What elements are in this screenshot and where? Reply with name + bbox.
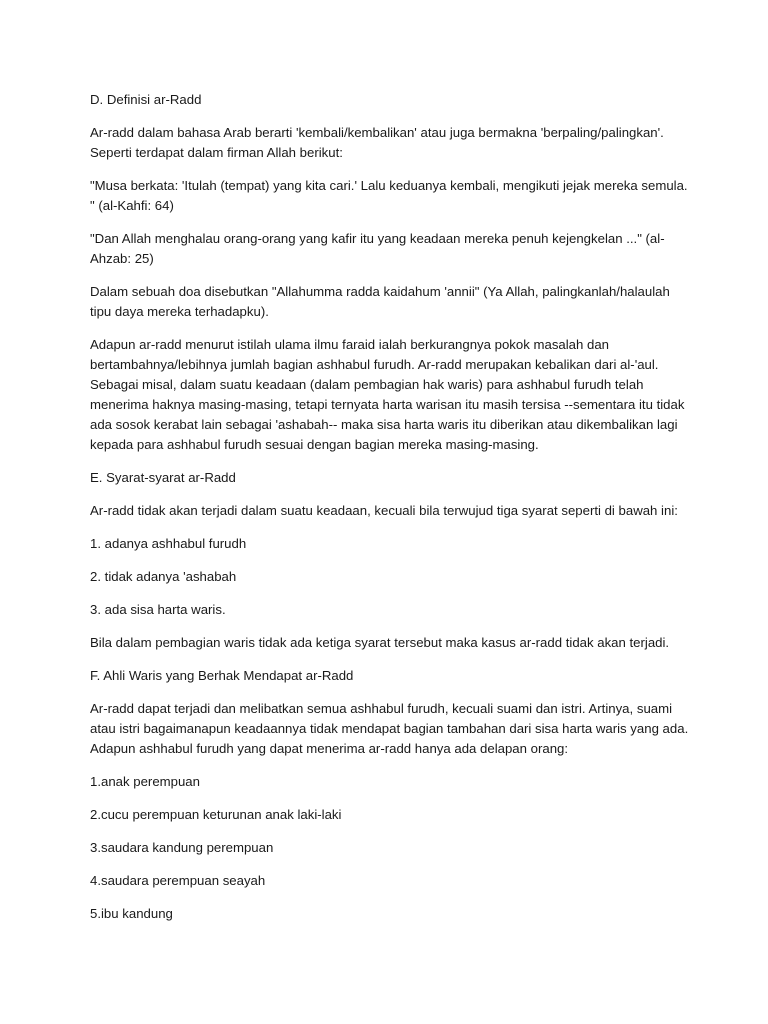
list-item: 3. ada sisa harta waris. xyxy=(90,602,226,617)
list-item: 2.cucu perempuan keturunan anak laki-laki xyxy=(90,807,342,822)
list-item: 3.saudara kandung perempuan xyxy=(90,840,274,855)
list-item: 4.saudara perempuan seayah xyxy=(90,873,266,888)
list-item: 5.ibu kandung xyxy=(90,906,173,921)
section-heading-f: F. Ahli Waris yang Berhak Mendapat ar-Radd xyxy=(90,668,354,683)
paragraph-syarat-conclusion: Bila dalam pembagian waris tidak ada ketiga syarat tersebut maka kasus ar-radd tidak akan terjadi. xyxy=(90,635,670,650)
section-heading-d: D. Definisi ar-Radd xyxy=(90,92,202,107)
quote-al-kahfi: "Musa berkata: 'Itulah (tempat) yang kita cari.' Lalu keduanya kembali, mengikuti jejak mereka semula. " (al-Kahfi: 64) xyxy=(90,178,688,213)
paragraph-ahli-waris: Ar-radd dapat terjadi dan melibatkan semua ashhabul furudh, kecuali suami dan istri. Artinya, suami atau istri bagaimanapun keadaannya tidak mendapat bagian tambahan dari sisa harta waris yang ada. Adapun ashhabul furudh yang dapat menerima ar-radd hanya ada delapan orang: xyxy=(90,701,689,756)
list-item: 1. adanya ashhabul furudh xyxy=(90,536,247,551)
list-item: 1.anak perempuan xyxy=(90,774,200,789)
paragraph-istilah: Adapun ar-radd menurut istilah ulama ilmu faraid ialah berkurangnya pokok masalah dan bertambahnya/lebihnya jumlah bagian ashhabul furudh. Ar-radd merupakan kebalikan dari al-'aul. Sebagai misal, dalam suatu keadaan (dalam pembagian hak waris) para ashhabul furudh telah menerima haknya masing-masing, tetapi ternyata harta warisan itu masih tersisa --sementara itu tidak ada sosok kerabat lain sebagai 'ashabah-- maka sisa harta waris itu diberikan atau dikembalikan lagi kepada para ashhabul furudh sesuai dengan bagian mereka masing-masing. xyxy=(90,337,685,452)
paragraph-definition: Ar-radd dalam bahasa Arab berarti 'kembali/kembalikan' atau juga bermakna 'berpaling/palingkan'. Seperti terdapat dalam firman Allah berikut: xyxy=(90,125,664,160)
paragraph-syarat-intro: Ar-radd tidak akan terjadi dalam suatu keadaan, kecuali bila terwujud tiga syarat seperti di bawah ini: xyxy=(90,503,678,518)
list-item: 2. tidak adanya 'ashabah xyxy=(90,569,237,584)
document-page xyxy=(90,90,690,937)
quote-al-ahzab: "Dan Allah menghalau orang-orang yang kafir itu yang keadaan mereka penuh kejengkelan ..." (al-Ahzab: 25) xyxy=(90,231,665,266)
paragraph-doa: Dalam sebuah doa disebutkan "Allahumma radda kaidahum 'annii" (Ya Allah, palingkanlah/halaulah tipu daya mereka terhadapku). xyxy=(90,284,670,319)
section-heading-e: E. Syarat-syarat ar-Radd xyxy=(90,470,236,485)
